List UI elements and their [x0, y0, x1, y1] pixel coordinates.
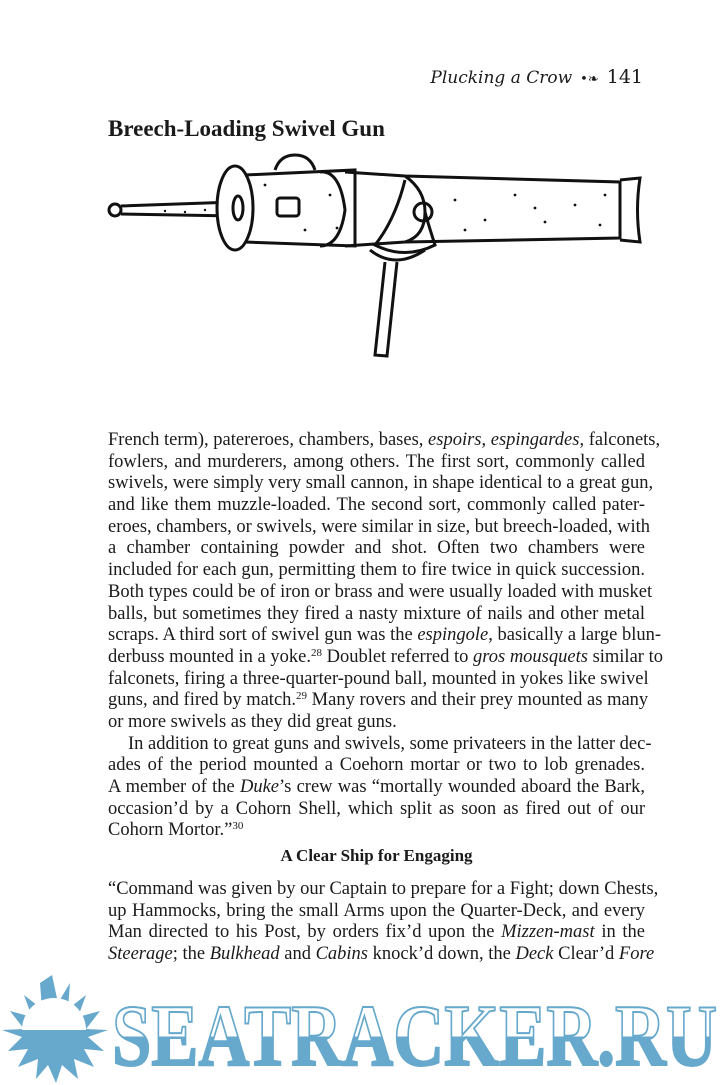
text-line: [108, 733, 652, 756]
text-run: ades of the period mounted a Coehorn mortar or two to lob grenades.: [108, 755, 645, 776]
text-line: [108, 820, 645, 842]
swivel-gun-illustration: [105, 150, 645, 365]
text-run: scraps. A third sort of swivel gun was the: [108, 625, 418, 646]
text-line: [108, 452, 645, 474]
text-run: a chamber containing powder and shot. Often two chambers were: [108, 538, 645, 559]
text-run: In addition to great guns and swivels, some privateers in the latter dec-: [128, 733, 652, 754]
ornament-icon: •❧: [580, 72, 599, 87]
text-run: Both types could be of iron or brass and were usually loaded with musket: [108, 581, 653, 602]
watermark-logo: [0, 975, 725, 1085]
text-line: [108, 538, 645, 560]
running-title: Plucking a Crow: [430, 68, 573, 88]
text-run: included for each gun, permitting them to fire twice in quick succession.: [108, 560, 645, 581]
footnote-ref: 30: [232, 820, 244, 833]
running-head: [430, 66, 643, 88]
text-run: eroes, chambers, or swivels, were similar in size, but breech-loaded, with: [108, 516, 650, 537]
footnote-ref: 29: [296, 690, 308, 703]
text-run: A member of the: [108, 777, 240, 797]
text-run: Cohorn Mortor.”: [108, 820, 233, 841]
text-line: [108, 473, 654, 495]
italic-text: gros mousquets: [472, 646, 588, 667]
text-line: [108, 495, 645, 517]
text-line: [108, 668, 649, 691]
text-line: [108, 604, 645, 626]
text-line: [108, 755, 645, 777]
text-run: in the: [594, 922, 645, 943]
italic-text: espingole: [417, 625, 489, 646]
text-line: [108, 690, 649, 712]
text-run: and: [279, 944, 316, 965]
text-run: ’s crew was “mortally wounded aboard the Bark,: [279, 777, 645, 797]
text-run: knock’d down, the: [368, 944, 516, 965]
text-line: [108, 646, 663, 669]
text-run: ; the: [172, 944, 210, 965]
italic-text: Duke: [239, 777, 279, 797]
text-line: [108, 430, 661, 452]
italic-text: Deck: [515, 944, 554, 965]
text-run: falconets, firing a three-quarter-pound ball, mounted in yokes like swivel: [108, 668, 649, 689]
sun-icon: [2, 975, 108, 1083]
watermark-text: SEATRACKER.RU: [112, 988, 717, 1085]
text-run: “Command was given by our Captain to prepare for a Fight; down Chests,: [108, 879, 659, 899]
text-run: derbuss mounted in a yoke.: [108, 646, 311, 667]
text-run: , basically a large blun-: [488, 625, 662, 646]
text-line: [108, 712, 645, 734]
figure-title: Breech-Loading Swivel Gun: [108, 116, 385, 141]
text-run: or more swivels as they did great guns.: [108, 711, 397, 732]
italic-text: Fore: [618, 944, 655, 965]
italic-text: Mizzen-mast: [501, 922, 595, 943]
text-run: fowlers, and murderers, among others. The first sort, commonly called: [108, 451, 645, 472]
italic-text: Cabins: [315, 944, 369, 965]
text-line: [108, 799, 645, 821]
text-line: [108, 944, 655, 966]
italic-text: espoirs: [428, 430, 482, 450]
text-run: French term), patereroes, chambers, bases,: [108, 430, 429, 450]
text-line: [108, 516, 650, 539]
page-number: 141: [606, 66, 643, 88]
text-run: occasion’d by a Cohorn Shell, which split as soon as fired out of our: [108, 798, 645, 819]
text-run: similar to: [587, 646, 663, 667]
text-line: [108, 901, 645, 923]
italic-text: Bulkhead: [209, 944, 280, 965]
body-text-2: [108, 879, 659, 966]
text-run: , falconets,: [579, 430, 661, 450]
text-run: swivels, were simply very small cannon, in shape identical to a great gun,: [108, 473, 654, 494]
text-run: ,: [481, 430, 491, 450]
text-line: [108, 625, 662, 647]
footnote-ref: 28: [310, 646, 322, 659]
body-text-1: [108, 430, 663, 842]
text-line: [108, 777, 645, 799]
section-heading: A Clear Ship for Engaging: [280, 846, 473, 865]
text-run: and like them muzzle-loaded. The second sort, commonly called pater-: [108, 495, 645, 516]
text-run: Clear’d: [553, 944, 619, 965]
text-run: Man directed to his Post, by orders fix’d upon the: [108, 922, 502, 943]
text-run: balls, but sometimes they fired a nasty mixture of nails and other metal: [108, 603, 645, 624]
text-run: up Hammocks, bring the small Arms upon the Quarter-Deck, and every: [108, 900, 645, 921]
italic-text: espingardes: [490, 430, 580, 450]
text-line: [108, 560, 645, 582]
text-line: [108, 879, 659, 901]
text-line: [108, 922, 645, 944]
text-run: guns, and fired by match.: [108, 690, 297, 711]
italic-text: Steerage: [108, 944, 173, 965]
text-line: [108, 581, 653, 604]
text-run: Many rovers and their prey mounted as many: [307, 690, 649, 711]
text-run: Doublet referred to: [321, 646, 473, 667]
